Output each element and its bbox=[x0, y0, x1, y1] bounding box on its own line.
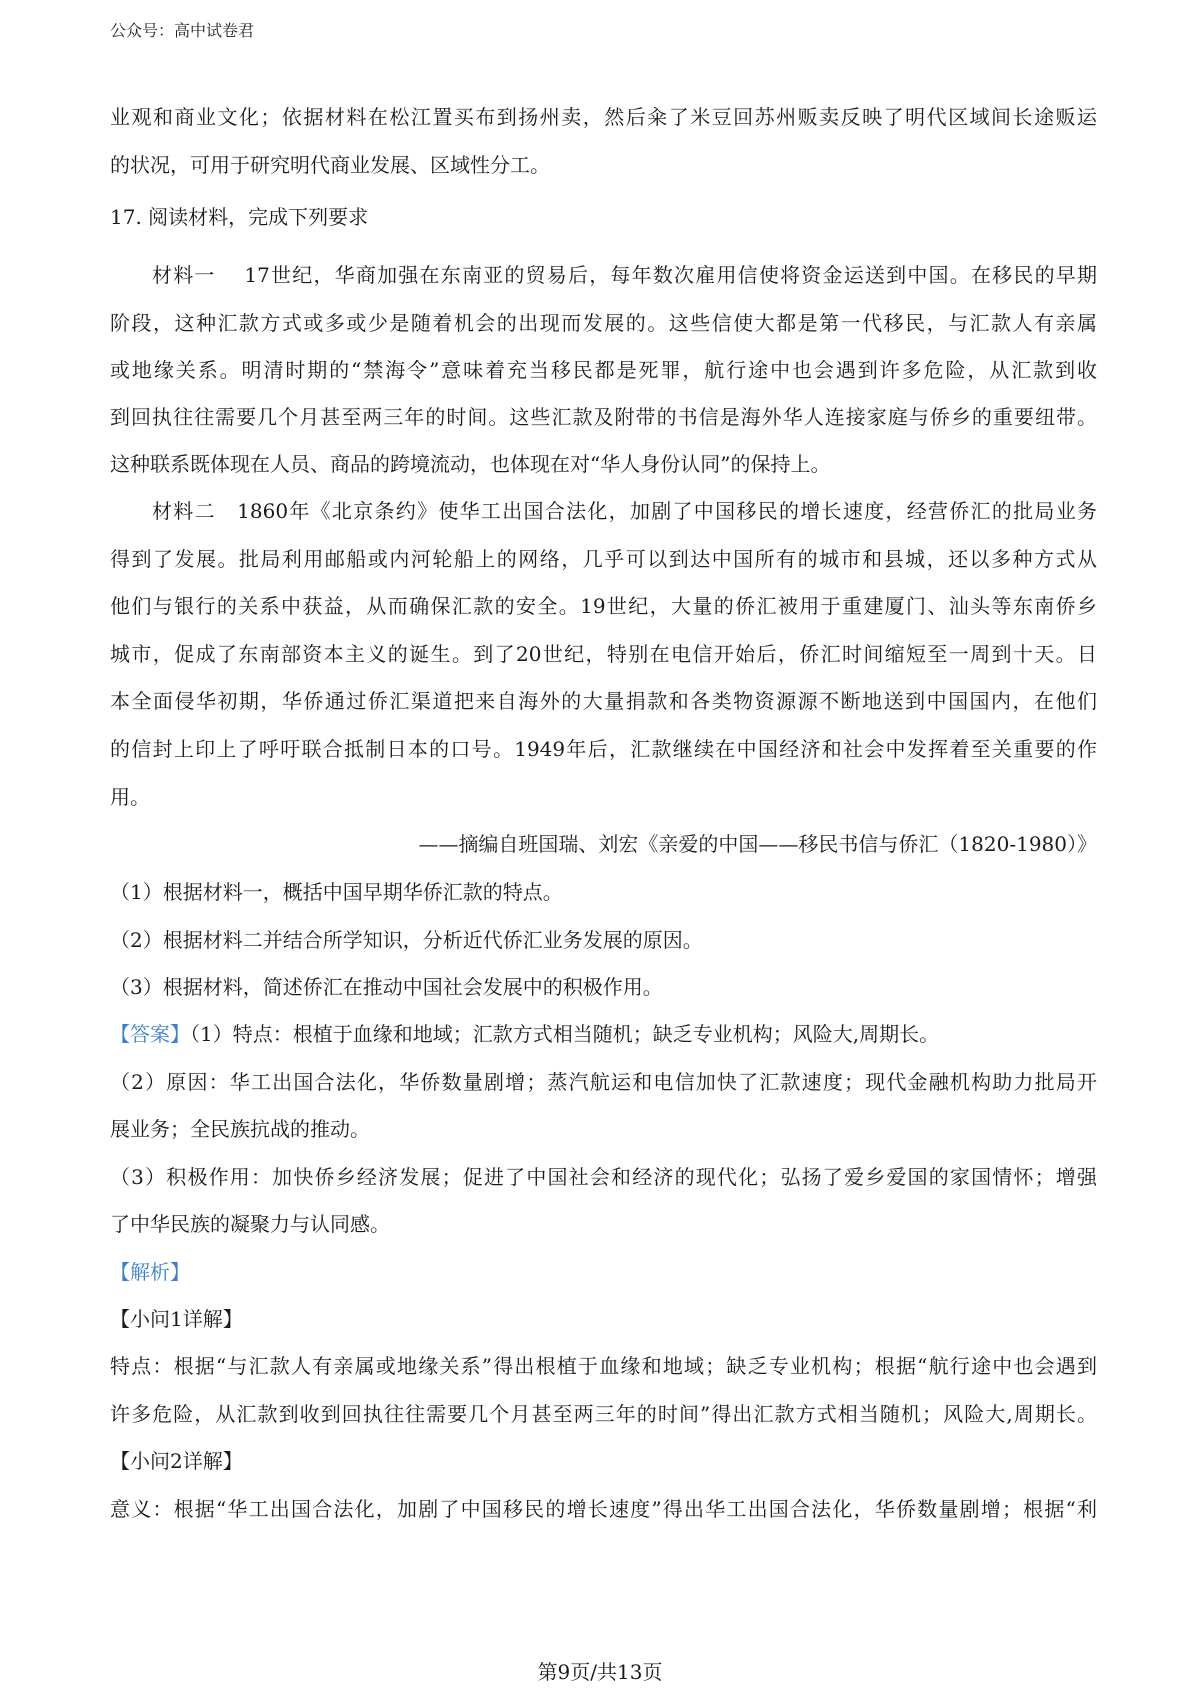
material1-line: 到回执往往需要几个月甚至两三年的时间。这些汇款及附带的书信是海外华人连接家庭与侨乡的重要纽带。 bbox=[110, 405, 1097, 429]
question-title: 17. 阅读材料，完成下列要求 bbox=[110, 205, 369, 229]
question-item: （3）根据材料，简述侨汇在推动中国社会发展中的积极作用。 bbox=[110, 975, 663, 999]
analysis-label: 【解析】 bbox=[110, 1260, 190, 1284]
material1-line: 材料一 17世纪，华商加强在东南亚的贸易后，每年数次雇用信使将资金运送到中国。在移民的早期 bbox=[152, 263, 1097, 287]
answer-label: 【答案】 bbox=[110, 1022, 190, 1046]
material1-line: 这种联系既体现在人员、商品的跨境流动，也体现在对“华人身份认同”的保持上。 bbox=[110, 452, 831, 476]
intro-line: 的状况，可用于研究明代商业发展、区域性分工。 bbox=[110, 153, 550, 177]
sub2-line: 意义：根据“华工出国合法化，加剧了中国移民的增长速度”得出华工出国合法化，华侨数量剧增；根据“利 bbox=[110, 1497, 1097, 1521]
sub1-line: 许多危险，从汇款到收到回执往往需要几个月甚至两三年的时间”得出汇款方式相当随机；风险大,周期长。 bbox=[110, 1402, 1097, 1426]
sub1-line: 特点：根据“与汇款人有亲属或地缘关系”得出根植于血缘和地域；缺乏专业机构；根据“航行途中也会遇到 bbox=[110, 1354, 1097, 1378]
material2-line: 城市，促成了东南部资本主义的诞生。到了20世纪，特别在电信开始后，侨汇时间缩短至一周到十天。日 bbox=[110, 642, 1097, 666]
material1-line: 或地缘关系。明清时期的“禁海令”意味着充当移民都是死罪，航行途中也会遇到许多危险，从汇款到收 bbox=[110, 358, 1097, 382]
question-item: （2）根据材料二并结合所学知识，分析近代侨汇业务发展的原因。 bbox=[110, 928, 703, 952]
page-header: 公众号：高中试卷君 bbox=[110, 21, 255, 40]
sub1-title: 【小问1详解】 bbox=[110, 1307, 243, 1331]
material2-line: 的信封上印上了呼吁联合抵制日本的口号。1949年后，汇款继续在中国经济和社会中发挥着至关重要的作 bbox=[110, 737, 1097, 761]
material2-line: 材料二 1860年《北京条约》使华工出国合法化，加剧了中国移民的增长速度，经营侨汇的批局业务 bbox=[152, 499, 1097, 523]
material2-line: 用。 bbox=[110, 785, 150, 809]
page-number: 第9页/共13页 bbox=[537, 1660, 663, 1684]
material1-line: 阶段，这种汇款方式或多或少是随着机会的出现而发展的。这些信使大都是第一代移民，与汇款人有亲属 bbox=[110, 311, 1097, 335]
answer-line: 展业务；全民族抗战的推动。 bbox=[110, 1117, 370, 1141]
answer-line: （3）积极作用：加快侨乡经济发展；促进了中国社会和经济的现代化；弘扬了爱乡爱国的家国情怀；增强 bbox=[110, 1165, 1097, 1189]
answer-line bbox=[110, 1021, 1097, 1047]
answer-text: （1）特点：根植于血缘和地域；汇款方式相当随机；缺乏专业机构；风险大,周期长。 bbox=[190, 1022, 940, 1046]
sub2-title: 【小问2详解】 bbox=[110, 1449, 243, 1473]
answer-line: 了中华民族的凝聚力与认同感。 bbox=[110, 1212, 390, 1236]
question-item: （1）根据材料一，概括中国早期华侨汇款的特点。 bbox=[110, 880, 563, 904]
material2-line: 本全面侵华初期，华侨通过侨汇渠道把来自海外的大量捐款和各类物资源源不断地送到中国国内，在他们 bbox=[110, 689, 1097, 713]
answer-line: （2）原因：华工出国合法化，华侨数量剧增；蒸汽航运和电信加快了汇款速度；现代金融机构助力批局开 bbox=[110, 1070, 1097, 1094]
source-citation: ——摘编自班国瑞、刘宏《亲爱的中国——移民书信与侨汇（1820-1980）》 bbox=[418, 832, 1097, 856]
intro-line: 业观和商业文化；依据材料在松江置买布到扬州卖，然后籴了米豆回苏州贩卖反映了明代区域间长途贩运 bbox=[110, 105, 1097, 129]
material2-line: 得到了发展。批局利用邮船或内河轮船上的网络，几乎可以到达中国所有的城市和县城，还以多种方式从 bbox=[110, 547, 1097, 571]
material2-line: 他们与银行的关系中获益，从而确保汇款的安全。19世纪，大量的侨汇被用于重建厦门、汕头等东南侨乡 bbox=[110, 594, 1097, 618]
